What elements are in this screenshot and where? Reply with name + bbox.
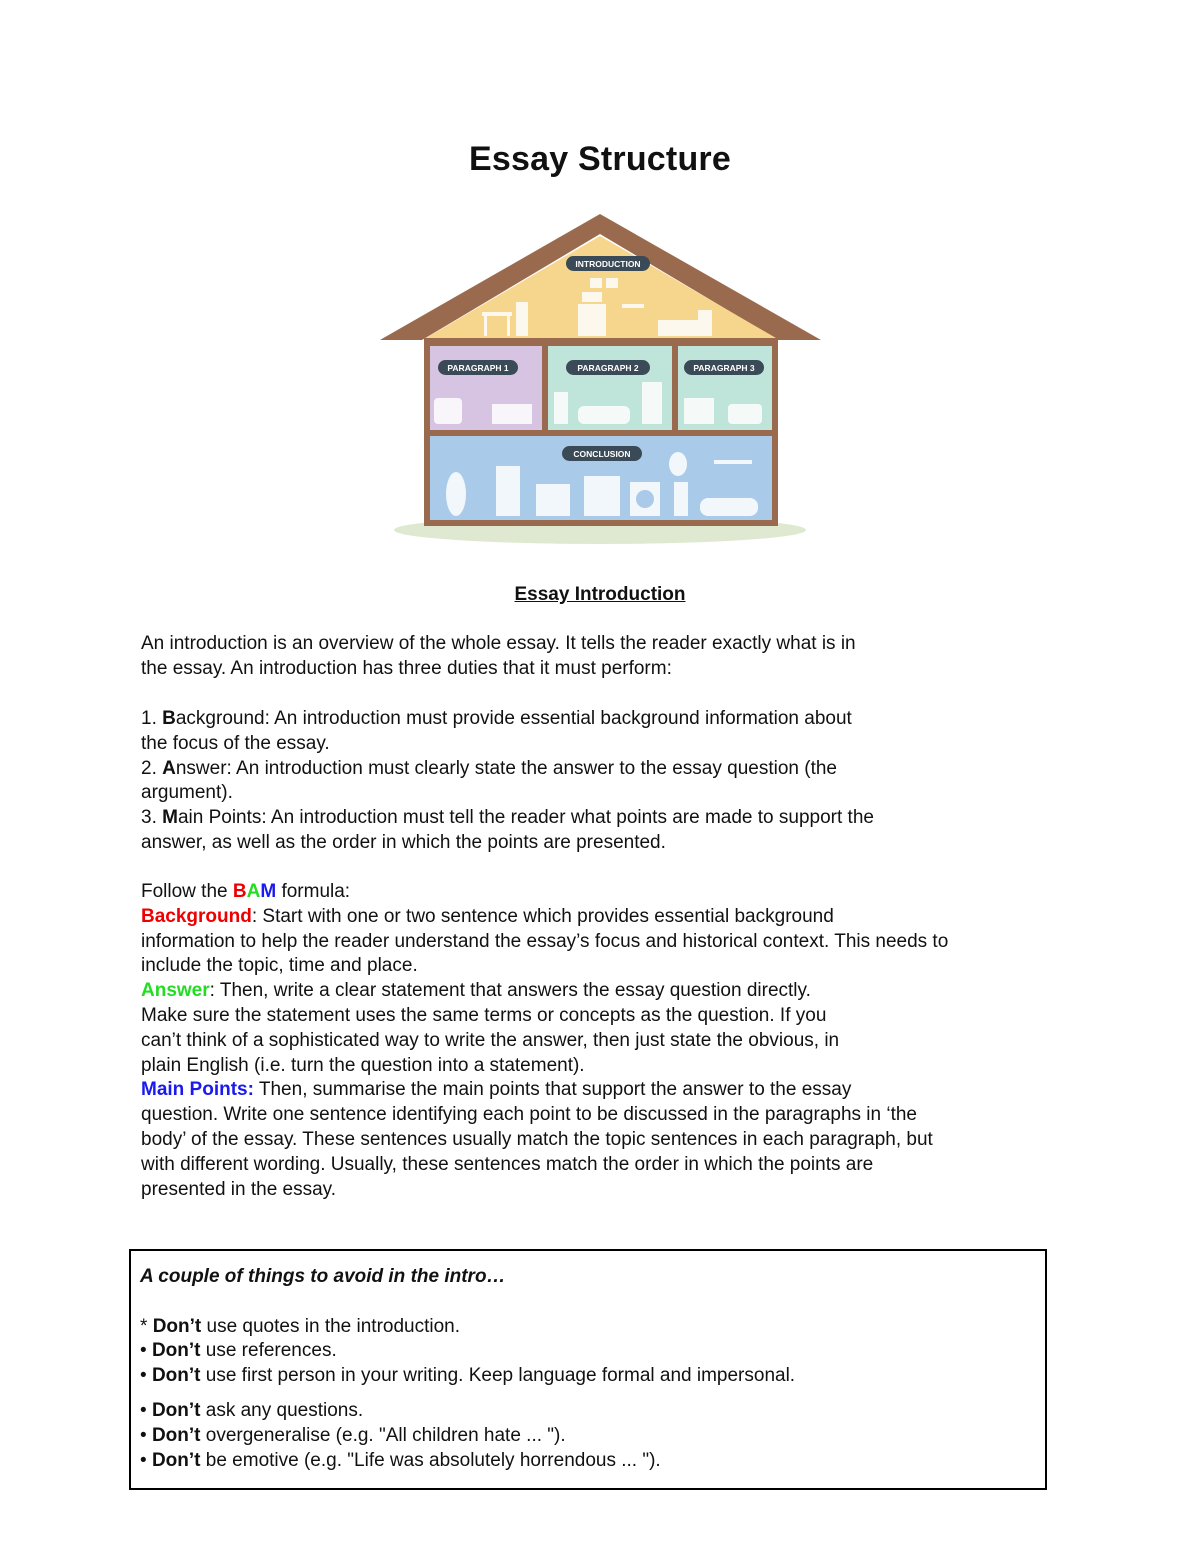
section-heading: Essay Introduction (514, 584, 686, 605)
introduction-label: INTRODUCTION (575, 259, 641, 269)
main-points-line: body’ of the essay. These sentences usually match the topic sentences in each paragraph, but (141, 1128, 933, 1150)
answer-label: Answer (141, 980, 210, 1002)
background-line: Background: Start with one or two sentence which provides essential background (141, 905, 834, 927)
duties-list (141, 707, 1071, 856)
avoid-title: A couple of things to avoid in the intro… (140, 1266, 506, 1287)
answer-line: can’t think of a sophisticated way to write the answer, then just state the obvious, in (141, 1029, 840, 1051)
paragraph2-label: PARAGRAPH 2 (577, 363, 639, 373)
intro-line: An introduction is an overview of the whole essay. It tells the reader exactly what is in (141, 633, 856, 654)
avoid-item: • Don’t use first person in your writing. Keep language formal and impersonal. (140, 1365, 796, 1387)
bam-intro-line: Follow the BAM formula: (141, 881, 351, 902)
answer-line: Make sure the statement uses the same terms or concepts as the question. If you (141, 1004, 827, 1026)
avoid-item: • Don’t overgeneralise (e.g. "All children hate ... "). (140, 1424, 566, 1446)
duty-item: 2. Answer: An introduction must clearly state the answer to the essay question (the (141, 757, 837, 779)
main-points-line: question. Write one sentence identifying each point to be discussed in the paragraphs in ‘the (141, 1104, 917, 1126)
duty-item: 3. Main Points: An introduction must tell the reader what points are made to support the (141, 807, 874, 829)
main-points-label: Main Points: (141, 1079, 254, 1101)
intro-paragraph (141, 632, 1071, 682)
avoid-item: • Don’t use references. (140, 1340, 337, 1362)
duty-item-cont: argument). (141, 782, 233, 804)
answer-line: plain English (i.e. turn the question into a statement). (141, 1054, 585, 1076)
paragraph3-label: PARAGRAPH 3 (693, 363, 755, 373)
avoid-item: * Don’t use quotes in the introduction. (140, 1315, 461, 1337)
background-line: information to help the reader understand the essay’s focus and historical context. This needs to (141, 930, 949, 952)
main-points-line: with different wording. Usually, these sentences match the order in which the points are (141, 1153, 874, 1175)
avoid-item: • Don’t ask any questions. (140, 1399, 364, 1421)
page-title: Essay Structure (469, 140, 731, 178)
intro-line: the essay. An introduction has three duties that it must perform: (141, 657, 672, 679)
avoid-item: • Don’t be emotive (e.g. "Life was absolutely horrendous ... "). (140, 1449, 661, 1471)
duty-item-cont: the focus of the essay. (141, 732, 330, 754)
paragraph1-label: PARAGRAPH 1 (447, 363, 509, 373)
avoid-box (129, 1249, 1047, 1490)
main-points-line: Main Points: Then, summarise the main points that support the answer to the essay (141, 1079, 852, 1101)
bam-formula (141, 880, 1071, 1202)
main-points-line: presented in the essay. (141, 1178, 337, 1200)
conclusion-label: CONCLUSION (573, 449, 631, 459)
duty-item-cont: answer, as well as the order in which the points are presented. (141, 831, 666, 853)
essay-house-illustration (378, 212, 823, 548)
duty-item: 1. Background: An introduction must provide essential background information about (141, 708, 852, 729)
background-line: include the topic, time and place. (141, 955, 418, 977)
answer-line: Answer: Then, write a clear statement that answers the essay question directly. (141, 980, 811, 1002)
background-label: Background (141, 905, 252, 927)
